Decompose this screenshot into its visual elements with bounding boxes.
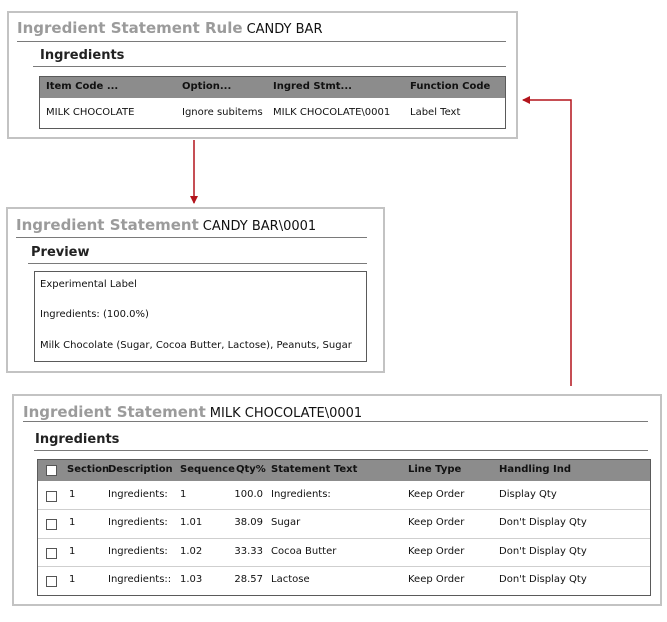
rule-panel — [7, 11, 518, 139]
milk-section-divider — [34, 450, 648, 451]
preview-line-ingredients: Ingredients: (100.0%) — [40, 309, 149, 320]
milk-section-heading: Ingredients — [35, 432, 120, 447]
cell-statement-text: Lactose — [271, 574, 310, 585]
preview-line-statement: Milk Chocolate (Sugar, Cocoa Butter, Lactose), Peanuts, Sugar — [40, 340, 352, 351]
rule-section-heading: Ingredients — [40, 48, 125, 63]
cell-sequence: 1 — [180, 489, 187, 500]
milk-grid-header — [38, 460, 650, 481]
col-header-sequence[interactable]: Sequence — [180, 464, 235, 475]
rule-panel-title — [17, 19, 322, 37]
preview-section-divider — [28, 263, 367, 264]
preview-line-label: Experimental Label — [40, 279, 137, 290]
cell-description: Ingredients: — [108, 546, 168, 557]
milk-title-label: Ingredient Statement — [23, 403, 206, 421]
cell-qty: 100.0 — [234, 489, 263, 500]
statement-title-divider — [16, 237, 367, 238]
cell-handling-ind: Don't Display Qty — [499, 546, 587, 557]
rule-title-label: Ingredient Statement Rule — [17, 19, 243, 37]
cell-line-type: Keep Order — [408, 517, 465, 528]
cell-line-type: Keep Order — [408, 489, 465, 500]
cell-description: Ingredients: — [108, 489, 168, 500]
cell-section: 1 — [69, 517, 76, 528]
row-divider — [38, 509, 650, 510]
cell-handling-ind: Don't Display Qty — [499, 517, 587, 528]
cell-qty: 33.33 — [234, 546, 263, 557]
statement-panel — [6, 207, 385, 373]
row-divider — [38, 566, 650, 567]
cell-sequence: 1.02 — [180, 546, 203, 557]
rule-title-value: CANDY BAR — [246, 22, 323, 37]
statement-title-label: Ingredient Statement — [16, 216, 199, 234]
cell-section: 1 — [69, 574, 76, 585]
cell-statement-text: Ingredients: — [271, 489, 331, 500]
rule-title-divider — [17, 41, 506, 42]
rule-section-divider — [33, 66, 506, 67]
cell-sequence: 1.03 — [180, 574, 203, 585]
cell-line-type: Keep Order — [408, 574, 465, 585]
col-header-option[interactable]: Option... — [182, 81, 232, 92]
col-header-qty[interactable]: Qty% — [236, 464, 266, 475]
milk-title-value: MILK CHOCOLATE\0001 — [209, 406, 363, 421]
cell-section: 1 — [69, 489, 76, 500]
cell-ingred-stmt: MILK CHOCOLATE\0001 — [273, 107, 391, 118]
col-header-item-code[interactable]: Item Code ... — [46, 81, 119, 92]
cell-option: Ignore subitems — [182, 107, 263, 118]
cell-section: 1 — [69, 546, 76, 557]
preview-section-heading: Preview — [31, 245, 90, 260]
col-header-line-type[interactable]: Line Type — [408, 464, 462, 475]
col-header-section[interactable]: Section — [67, 464, 110, 475]
col-header-statement-text[interactable]: Statement Text — [271, 464, 358, 475]
cell-function-code: Label Text — [410, 107, 461, 118]
cell-statement-text: Cocoa Butter — [271, 546, 337, 557]
cell-handling-ind: Don't Display Qty — [499, 574, 587, 585]
row-checkbox[interactable] — [46, 519, 57, 530]
statement-title-value: CANDY BAR\0001 — [202, 219, 317, 234]
milk-panel-title — [23, 403, 362, 421]
cell-line-type: Keep Order — [408, 546, 465, 557]
cell-sequence: 1.01 — [180, 517, 203, 528]
milk-chocolate-panel — [12, 394, 662, 606]
milk-ingredients-grid — [37, 459, 651, 596]
col-header-description[interactable]: Description — [108, 464, 173, 475]
label-preview-box — [34, 271, 367, 362]
cell-qty: 38.09 — [234, 517, 263, 528]
cell-qty: 28.57 — [234, 574, 263, 585]
row-checkbox[interactable] — [46, 576, 57, 587]
arrow-milk-to-rule — [523, 100, 571, 386]
rule-grid-header — [40, 77, 505, 98]
milk-title-divider — [23, 421, 648, 422]
select-all-checkbox[interactable] — [46, 465, 57, 476]
cell-description: Ingredients: — [108, 517, 168, 528]
row-checkbox[interactable] — [46, 491, 57, 502]
cell-handling-ind: Display Qty — [499, 489, 557, 500]
row-checkbox[interactable] — [46, 548, 57, 559]
col-header-ingred-stmt[interactable]: Ingred Stmt... — [273, 81, 352, 92]
statement-panel-title — [16, 216, 316, 234]
cell-statement-text: Sugar — [271, 517, 301, 528]
col-header-function-code[interactable]: Function Code — [410, 81, 491, 92]
row-divider — [38, 538, 650, 539]
col-header-handling-ind[interactable]: Handling Ind — [499, 464, 572, 475]
cell-description: Ingredients:: — [108, 574, 172, 585]
cell-item-code: MILK CHOCOLATE — [46, 107, 135, 118]
rule-ingredients-grid — [39, 76, 506, 129]
